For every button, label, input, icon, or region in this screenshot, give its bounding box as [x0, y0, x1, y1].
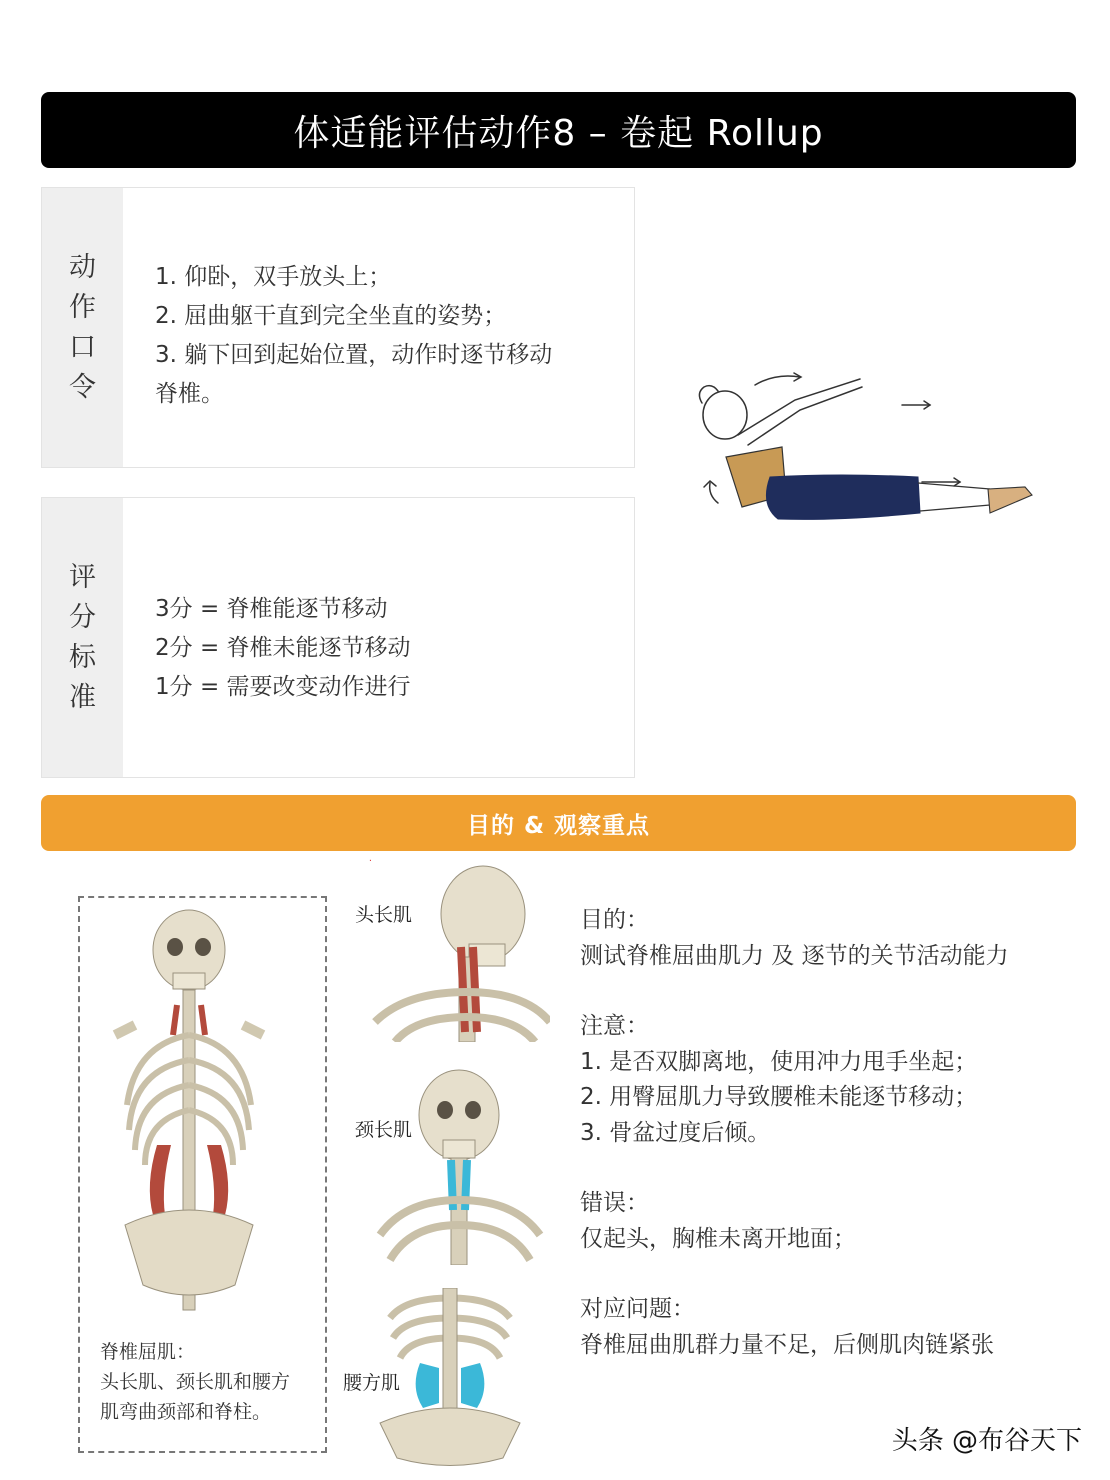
- rollup-illustration: [690, 365, 1050, 535]
- full-skeleton-illustration: [105, 905, 305, 1315]
- instruction-line: 2. 屈曲躯干直到完全坐直的姿势；: [155, 303, 507, 329]
- instructions-label: [42, 188, 123, 467]
- neck-longus-colli-illustration: [365, 1060, 550, 1265]
- scoring-label: [42, 498, 123, 777]
- attention-item: 3. 骨盆过度后倾。: [580, 1119, 771, 1146]
- label-char: 令: [69, 371, 96, 403]
- longus-colli-label: 颈长肌: [353, 1115, 414, 1142]
- instructions-list: [155, 258, 614, 414]
- instruction-line: 1. 仰卧，双手放头上；: [155, 264, 392, 290]
- label-char: 准: [69, 681, 96, 713]
- error-title: 错误：: [580, 1190, 649, 1216]
- purpose-section-bar: 目的 & 观察重点: [41, 795, 1076, 851]
- problem-title: 对应问题：: [580, 1296, 695, 1322]
- label-char: 动: [69, 251, 96, 283]
- caption-line: 肌弯曲颈部和脊柱。: [100, 1401, 272, 1423]
- purpose-title: 目的：: [580, 907, 649, 933]
- pants-shape: [766, 475, 920, 519]
- scoring-line: 1分 = 需要改变动作进行: [155, 674, 411, 700]
- label-char: 评: [69, 561, 96, 593]
- instruction-line: 3. 躺下回到起始位置，动作时逐节移动: [155, 342, 553, 368]
- instruction-line: 脊椎。: [155, 381, 224, 407]
- attention-item: 1. 是否双脚离地，使用冲力甩手坐起；: [580, 1048, 978, 1075]
- neck-longus-capitis-illustration: [365, 862, 550, 1042]
- quadratus-lumborum-label: 腰方肌: [341, 1368, 402, 1395]
- anatomy-caption: [100, 1337, 320, 1427]
- watermark: 头条 @布谷天下: [891, 1426, 1082, 1456]
- longus-capitis-label: 头长肌: [353, 900, 414, 927]
- feet-shape: [988, 487, 1032, 513]
- attention-item: 2. 用臀屈肌力导致腰椎未能逐节移动；: [580, 1084, 978, 1110]
- problem-text: 脊椎屈曲肌群力量不足，后侧肌肉链紧张: [580, 1331, 994, 1358]
- label-char: 分: [69, 601, 96, 633]
- attention-title: 注意：: [580, 1013, 649, 1039]
- error-text: 仅起头，胸椎未离开地面；: [580, 1225, 856, 1252]
- scoring-list: [155, 590, 614, 707]
- label-char: 作: [69, 291, 96, 323]
- notes-column: [580, 903, 1080, 1363]
- scoring-line: 2分 = 脊椎未能逐节移动: [155, 635, 411, 661]
- scoring-line: 3分 = 脊椎能逐节移动: [155, 596, 388, 622]
- caption-line: 头长肌、颈长肌和腰方: [100, 1371, 291, 1393]
- page-title: 体适能评估动作8 – 卷起 Rollup: [41, 92, 1076, 168]
- purpose-text: 测试脊椎屈曲肌力 及 逐节的关节活动能力: [580, 942, 1009, 969]
- label-char: 口: [69, 331, 96, 363]
- label-char: 标: [69, 641, 96, 673]
- scoring-card: [41, 497, 635, 778]
- source-mark: ·: [368, 856, 373, 865]
- caption-line: 脊椎屈肌：: [100, 1341, 196, 1363]
- instructions-card: [41, 187, 635, 468]
